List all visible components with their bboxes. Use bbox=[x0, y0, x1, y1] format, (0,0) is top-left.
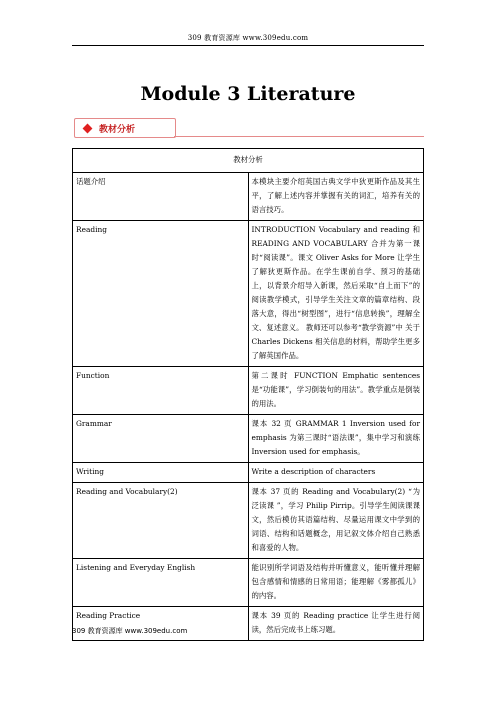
row-content: INTRODUCTION Vocabulary and reading 和 READING AND VOCABULARY 合并为第一课时“阅读课”。课文 Oliver Asks for More 让学生了解狄更斯作品。在学生课前自学、预习的基础上，以背景介绍导入新课，然后采取“自上而下”的阅读教学模式，引导学生关注文章的篇章结构、段落大意，得出“树型图”，进行“信息转换”，理解全文、复述意义。 教师还可以参考“教学资源”中 关于 Charles Dickens 相关信息的材料，帮助学生更多了解英国作品。 bbox=[248, 221, 424, 367]
row-label: Grammar bbox=[73, 415, 249, 463]
row-label: Reading and Vocabulary(2) bbox=[73, 483, 249, 559]
row-content: 第二课时 FUNCTION Emphatic sentences 是“功能课”，学习倒装句的用法”。教学重点是倒装的用法。 bbox=[248, 367, 424, 415]
page-footer: 309 教育资源库 www.309edu.com bbox=[72, 627, 188, 635]
row-content: 课本 32 页 GRAMMAR 1 Inversion used for emphasis 为第三课时“语法课”，集中学习和演练 Inversion used for emphasis。 bbox=[248, 415, 424, 463]
page-header: 309 教育资源库 www.309edu.com bbox=[187, 34, 309, 42]
table-row bbox=[73, 415, 424, 463]
row-label: Reading Practice bbox=[73, 607, 249, 641]
row-content: Write a description of characters bbox=[248, 463, 424, 483]
row-label: Function bbox=[73, 367, 249, 415]
table-row bbox=[73, 483, 424, 559]
table-header-row bbox=[73, 149, 424, 173]
row-content: 本模块主要介绍英国古典文学中狄更斯作品及其生平，了解上述内容并掌握有关的词汇，培养有关的语言技巧。 bbox=[248, 173, 424, 221]
row-label: 话题介绍 bbox=[73, 173, 249, 221]
row-content: 能识别所学词语及结构并听懂意义，能听懂并理解包含感情和情感的日常用语；能理解《雾都孤儿》的内容。 bbox=[248, 559, 424, 607]
table-row bbox=[73, 221, 424, 367]
row-label: Reading bbox=[73, 221, 249, 367]
row-content: 课本 37 页的 Reading and Vocabulary(2) “为泛读课 ”，学习 Philip Pirrip。引导学生阅读课课文，然后模仿其语篇结构、尽量运用课文中学到的词语、结构和话题概念，用记叙文体介绍自己熟悉和喜爱的人物。 bbox=[248, 483, 424, 559]
section-tag-label: 教材分析 bbox=[99, 124, 136, 135]
table-row bbox=[73, 559, 424, 607]
section-tag bbox=[74, 118, 176, 138]
diamond-icon bbox=[83, 123, 93, 133]
table-row bbox=[73, 173, 424, 221]
table-row bbox=[73, 367, 424, 415]
row-label: Writing bbox=[73, 463, 249, 483]
table-caption: 教材分析 bbox=[73, 149, 424, 173]
table-row bbox=[73, 463, 424, 483]
section-tag-underline bbox=[174, 136, 424, 137]
page-title: Module 3 Literature bbox=[140, 83, 356, 105]
row-label: Listening and Everyday English bbox=[73, 559, 249, 607]
analysis-table bbox=[72, 148, 424, 641]
header-divider bbox=[72, 45, 424, 46]
row-content: 课本 39 页的 Reading practice 让学生进行阅读，然后完成书上练习题。 bbox=[248, 607, 424, 641]
